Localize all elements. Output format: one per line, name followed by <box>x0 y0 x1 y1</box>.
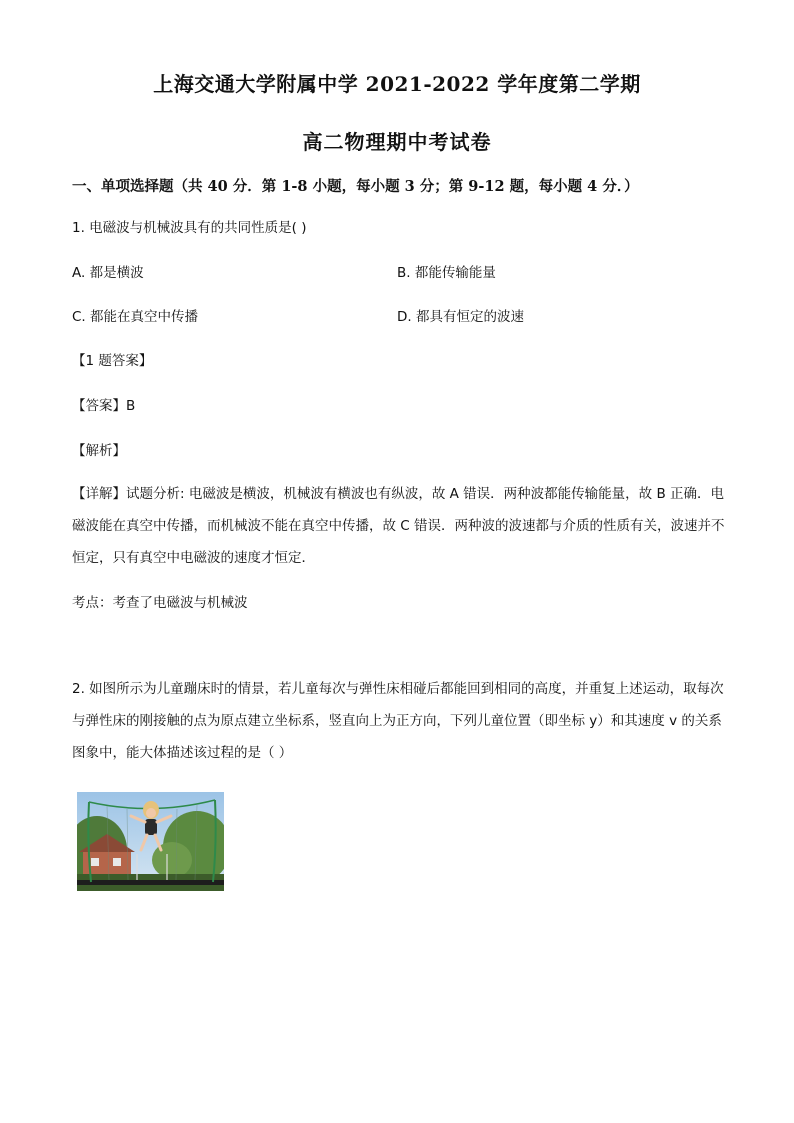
q1-option-b: B. 都能传输能量 <box>397 265 496 281</box>
q1-option-c: C. 都能在真空中传播 <box>72 309 199 325</box>
q1-answer: 【答案】B <box>72 398 136 414</box>
q1-detail: 【详解】试题分析: 电磁波是横波，机械波有横波也有纵波，故 A 错误．两种波都能传输能量，故 B 正确．电磁波能在真空中传播，而机械波不能在真空中传播，故 C 错误．两种波的波速都与介质的性质有关，波速并不恒定，只有真空中电磁波的速度才恒定． <box>72 486 725 566</box>
trampoline-photo <box>77 792 224 891</box>
q1-stem: 1. 电磁波与机械波具有的共同性质是( ) <box>72 220 307 236</box>
q1-option-a: A. 都是横波 <box>72 265 144 281</box>
q1-option-d: D. 都具有恒定的波速 <box>397 309 524 325</box>
q2-stem: 2. 如图所示为儿童蹦床时的情景，若儿童每次与弹性床相碰后都能回到相同的高度，并重复上述运动，取每次与弹性床的刚接触的点为原点建立坐标系，竖直向上为正方向，下列儿童位置（即坐标 y）和其速度 v 的关系图象中，能大体描述该过程的是（ ） <box>72 681 724 761</box>
exam-title-line1: 上海交通大学附属中学 2021-2022 学年度第二学期 <box>153 72 641 96</box>
exam-title-line2: 高二物理期中考试卷 <box>302 130 492 154</box>
section-heading: 一、单项选择题（共 40 分．第 1-8 小题，每小题 3 分；第 9-12 题，每小题 4 分．） <box>72 178 639 195</box>
q1-answer-tag: 【1 题答案】 <box>72 353 153 369</box>
q1-kaodian: 考点：考查了电磁波与机械波 <box>72 595 248 611</box>
q1-analysis-label: 【解析】 <box>72 443 126 459</box>
